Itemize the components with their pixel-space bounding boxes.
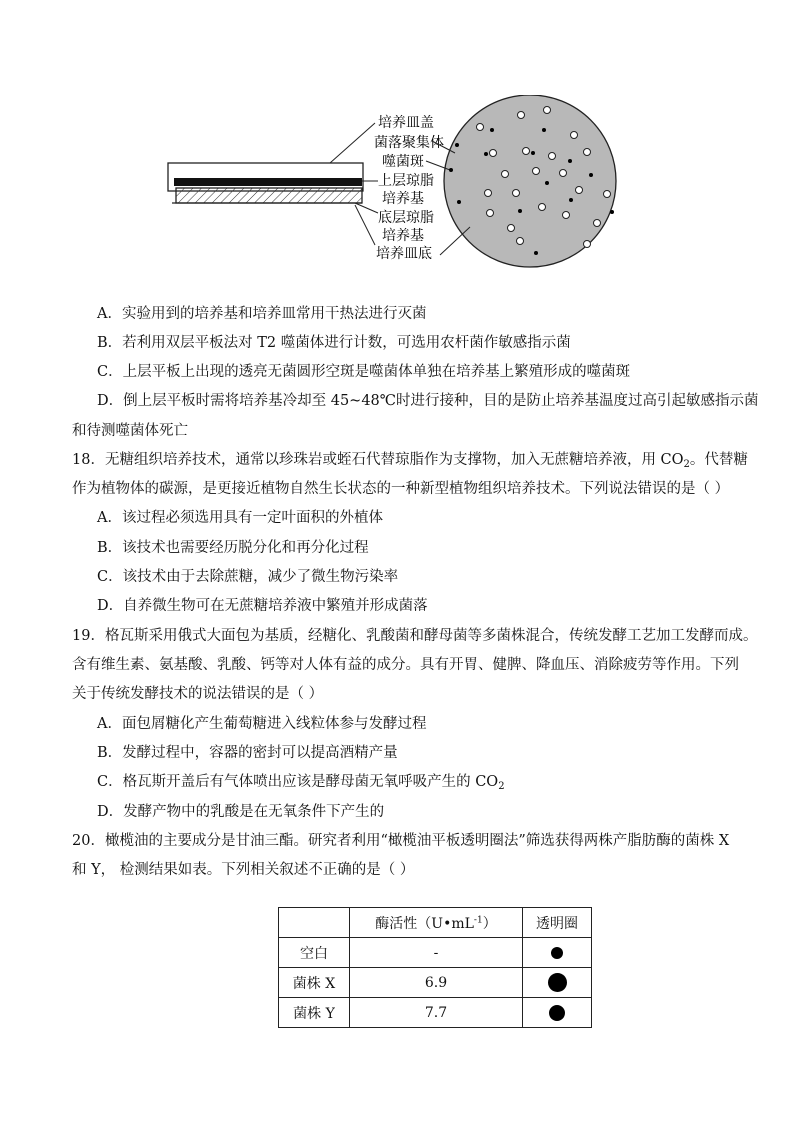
petri-dish-top-view — [444, 95, 616, 267]
row-activity: 6.9 — [350, 968, 523, 998]
figure-label-top-medium: 培养基 — [382, 191, 424, 207]
figure-label-top-agar: 上层琼脂 — [378, 173, 434, 189]
clear-zone-dot — [551, 947, 563, 959]
q19-stem-line3: 关于传统发酵技术的说法错误的是（ ） — [72, 686, 324, 702]
table-header-activity: 酶活性$(U•mL^{-1})$ — [350, 908, 523, 938]
figure-label-lid: 培养皿盖 — [378, 115, 434, 131]
row-name: 空白 — [279, 938, 350, 968]
table-row — [279, 938, 592, 968]
q18-option-c: C．该技术由于去除蔗糖，减少了微生物污染率 — [97, 569, 399, 585]
table-row — [279, 998, 592, 1028]
row-activity: 7.7 — [350, 998, 523, 1028]
double-layer-plate-figure — [150, 95, 640, 295]
q20-stem-line1: 20．橄榄油的主要成分是甘油三酯。研究者利用“橄榄油平板透明圈法”筛选获得两株产脂肪酶的菌株 X — [72, 833, 730, 849]
q18-option-b: B．该技术也需要经历脱分化和再分化过程 — [97, 540, 369, 556]
q17-option-c: C．上层平板上出现的透亮无菌圆形空斑是噬菌体单独在培养基上繁殖形成的噬菌斑 — [97, 364, 631, 380]
q19-option-a: A．面包屑糖化产生葡萄糖进入线粒体参与发酵过程 — [97, 716, 427, 732]
row-name: 菌株 X — [279, 968, 350, 998]
q17-option-d-continued: 和待测噬菌体死亡 — [72, 423, 188, 439]
q17-option-d: D．倒上层平板时需将培养基冷却至 45~48℃时进行接种，目的是防止培养基温度过高引起敏感指示菌 — [97, 393, 759, 409]
clear-zone-dot — [548, 973, 567, 992]
q18-stem-line1: 18．无糖组织培养技术，通常以珍珠岩或蛭石代替琼脂作为支撑物，加入无蔗糖培养液，用 $CO_2$。代替糖 — [72, 452, 748, 470]
enzyme-activity-table — [278, 907, 592, 1028]
bottom-agar-layer — [176, 188, 362, 203]
plate-lid — [168, 163, 363, 191]
clear-zone-dot — [549, 1005, 565, 1021]
row-activity: - — [350, 938, 523, 968]
q20-stem-line2: 和 Y， 检测结果如表。下列相关叙述不正确的是（ ） — [72, 862, 415, 878]
q17-option-b: B．若利用双层平板法对 T2 噬菌体进行计数，可选用农杆菌作敏感指示菌 — [97, 335, 571, 351]
figure-label-colony: 菌落聚集体 — [374, 135, 444, 151]
table-header-circle: 透明圈 — [523, 908, 592, 938]
q19-option-d: D．发酵产物中的乳酸是在无氧条件下产生的 — [97, 804, 385, 820]
row-circle — [523, 968, 592, 998]
row-circle — [523, 998, 592, 1028]
figure-label-bottom-medium: 培养基 — [382, 228, 424, 244]
figure-label-plaque: 噬菌斑 — [382, 154, 424, 170]
table-header-blank — [279, 908, 350, 938]
figure-label-dish-bottom: 培养皿底 — [376, 246, 432, 262]
q18-option-d: D．自养微生物可在无蔗糖培养液中繁殖并形成菌落 — [97, 598, 428, 614]
q17-option-a: A．实验用到的培养基和培养皿常用干热法进行灭菌 — [97, 306, 427, 322]
plate-diagram — [150, 95, 640, 295]
q19-option-b: B．发酵过程中，容器的密封可以提高酒精产量 — [97, 745, 398, 761]
q19-stem-line1: 19．格瓦斯采用俄式大面包为基质，经糖化、乳酸菌和酵母菌等多菌株混合，传统发酵工艺加工发酵而成。 — [72, 628, 758, 644]
table-header-row — [279, 908, 592, 938]
top-agar-layer — [174, 178, 362, 186]
table-row — [279, 968, 592, 998]
q18-option-a: A．该过程必须选用具有一定叶面积的外植体 — [97, 510, 383, 526]
figure-label-bottom-agar: 底层琼脂 — [378, 210, 434, 226]
q19-stem-line2: 含有维生素、氨基酸、乳酸、钙等对人体有益的成分。具有开胃、健脾、降血压、消除疲劳等作用。下列 — [72, 657, 739, 673]
row-circle — [523, 938, 592, 968]
q19-option-c: C．格瓦斯开盖后有气体喷出应该是酵母菌无氧呼吸产生的 $CO_2$ — [97, 774, 505, 792]
row-name: 菌株 Y — [279, 998, 350, 1028]
q18-stem-line2: 作为植物体的碳源，是更接近植物自然生长状态的一种新型植物组织培养技术。下列说法错误的是（ ） — [72, 481, 730, 497]
